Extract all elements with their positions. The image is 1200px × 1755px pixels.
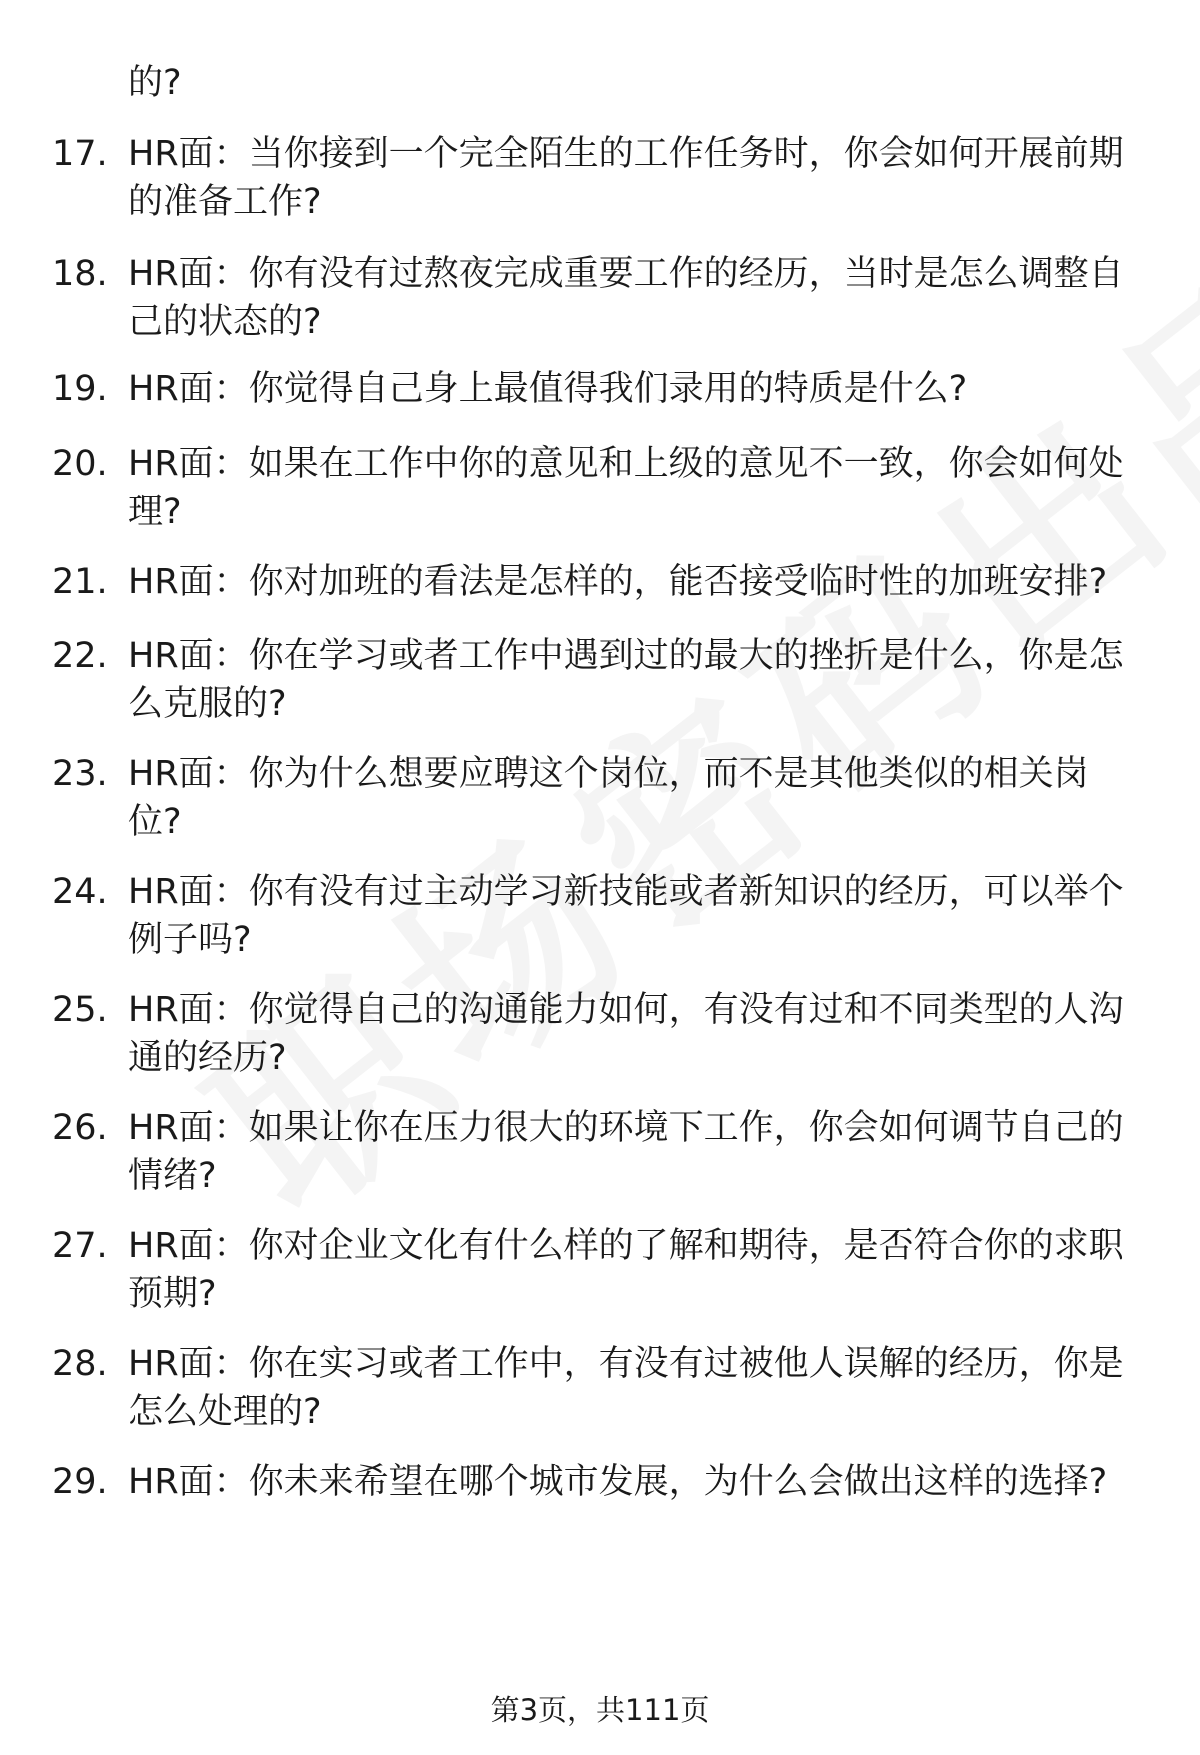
question-number: 29. <box>52 1462 108 1502</box>
question-number: 28. <box>52 1344 108 1384</box>
question-number: 25. <box>52 990 108 1030</box>
question-text: HR面：你为什么想要应聘这个岗位，而不是其他类似的相关岗 位? <box>128 754 1089 842</box>
question-number: 20. <box>52 444 108 484</box>
question-number: 26. <box>52 1108 108 1148</box>
question-text: HR面：如果在工作中你的意见和上级的意见不一致，你会如何处 理? <box>128 444 1124 532</box>
continuation-text: 的? <box>128 63 182 103</box>
question-text: HR面：你对企业文化有什么样的了解和期待，是否符合你的求职 预期? <box>128 1226 1124 1314</box>
question-number: 23. <box>52 754 108 794</box>
question-text: HR面：你觉得自己身上最值得我们录用的特质是什么? <box>128 369 968 409</box>
question-text: HR面：你对加班的看法是怎样的，能否接受临时性的加班安排? <box>128 562 1108 602</box>
question-text: HR面：当你接到一个完全陌生的工作任务时，你会如何开展前期 的准备工作? <box>128 134 1124 222</box>
question-number: 22. <box>52 636 108 676</box>
question-number: 18. <box>52 254 108 294</box>
question-text: HR面：你未来希望在哪个城市发展，为什么会做出这样的选择? <box>128 1462 1108 1502</box>
question-text: HR面：如果让你在压力很大的环境下工作，你会如何调节自己的 情绪? <box>128 1108 1124 1196</box>
question-text: HR面：你觉得自己的沟通能力如何，有没有过和不同类型的人沟 通的经历? <box>128 990 1124 1078</box>
question-text: HR面：你在学习或者工作中遇到过的最大的挫折是什么，你是怎 么克服的? <box>128 636 1124 724</box>
question-number: 17. <box>52 134 108 174</box>
question-number: 27. <box>52 1226 108 1266</box>
question-text: HR面：你有没有过主动学习新技能或者新知识的经历，可以举个 例子吗? <box>128 872 1124 960</box>
question-number: 21. <box>52 562 108 602</box>
page-footer: 第3页，共111页 <box>490 1693 710 1727</box>
question-number: 19. <box>52 369 108 409</box>
question-text: HR面：你在实习或者工作中，有没有过被他人误解的经历，你是 怎么处理的? <box>128 1344 1124 1432</box>
question-number: 24. <box>52 872 108 912</box>
question-text: HR面：你有没有过熬夜完成重要工作的经历，当时是怎么调整自 己的状态的? <box>128 254 1124 342</box>
